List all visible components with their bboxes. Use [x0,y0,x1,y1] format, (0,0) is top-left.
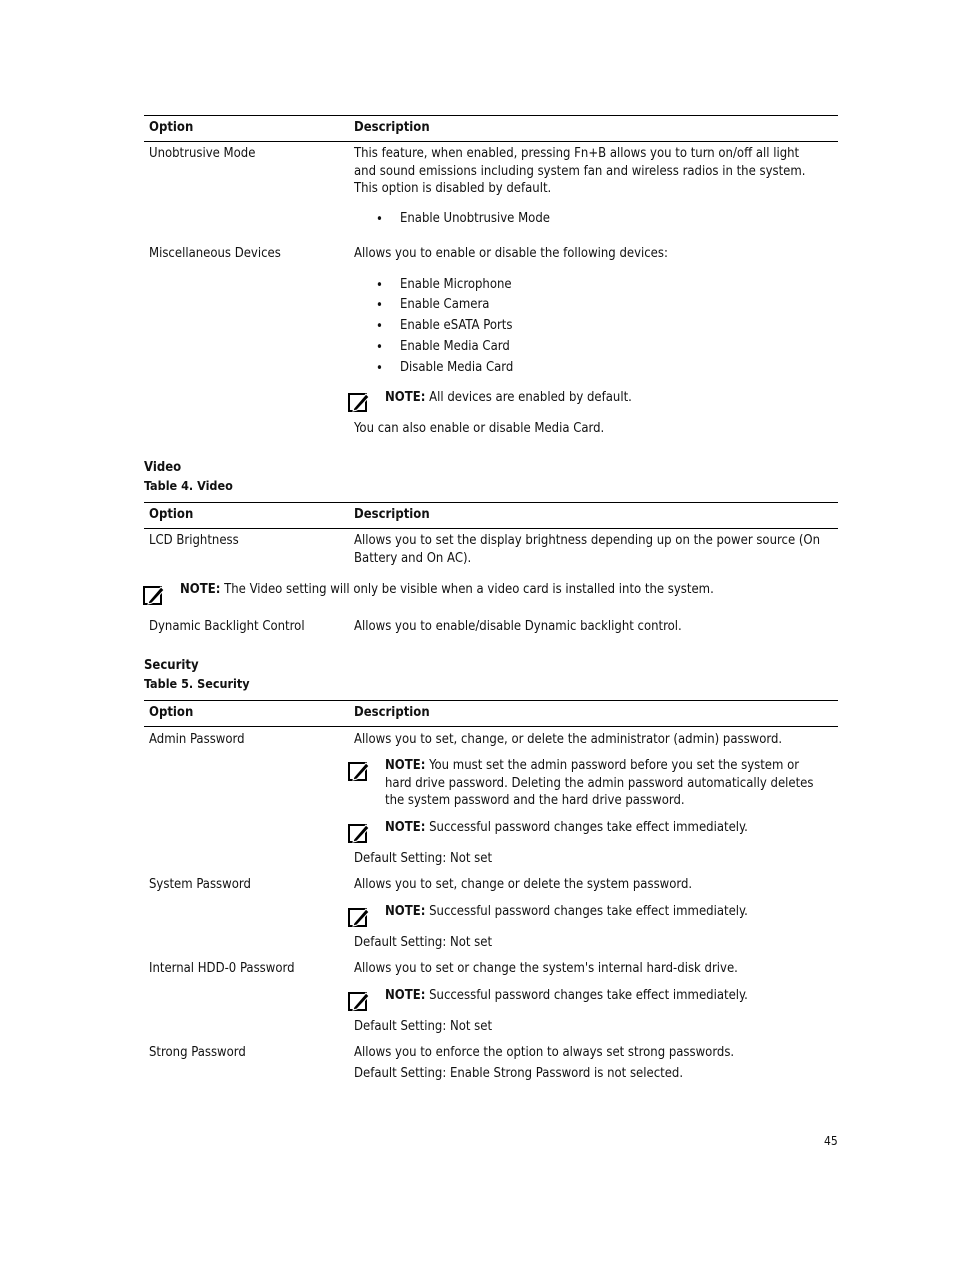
security-heading: Security [144,658,199,673]
note-pencil-icon [348,990,370,1012]
option-lcd-brightness: LCD Brightness [149,533,239,548]
option-hdd-password: Internal HDD-0 Password [149,961,295,976]
bullet-item: Enable Unobtrusive Mode [400,211,550,226]
note-text [385,757,825,810]
description-unobtrusive-mode: This feature, when enabled, pressing Fn+B allows you to turn on/off all light and sound emissions including system fan and wireless radios in the system. This option is disabled by default. [354,146,806,196]
note-pencil-icon [348,822,370,844]
bullet-dot: • [376,212,383,227]
page-number: 45 [824,1134,838,1148]
header-bottom-rule [144,528,838,529]
note-body: Successful password changes take effect immediately. [429,988,748,1003]
option-admin-password: Admin Password [149,732,245,747]
bullet-dot: • [376,340,383,355]
bullet-item: Enable Media Card [400,339,510,354]
bullet-dot: • [376,278,383,293]
table-top-rule [144,115,838,116]
bullet-dot: • [376,319,383,334]
video-heading: Video [144,460,182,475]
option-strong-password: Strong Password [149,1045,246,1060]
note-text [385,389,632,407]
note-text [385,987,748,1005]
bullet-item: Disable Media Card [400,360,514,375]
note-label: NOTE: [385,390,426,405]
note-pencil-icon [143,584,165,606]
default-strong-password: Default Setting: Enable Strong Password is not selected. [354,1066,684,1081]
description-hdd-password: Allows you to set or change the system's internal hard-disk drive. [354,961,738,976]
header-option: Option [149,120,194,135]
description-dynamic-backlight: Allows you to enable/disable Dynamic backlight control. [354,619,682,634]
note-pencil-icon [348,906,370,928]
note-body: The Video setting will only be visible when a video card is installed into the system. [224,582,714,597]
header-description: Description [354,705,430,720]
description-lcd-brightness: Allows you to set the display brightness depending up on the power source (On Battery and On AC). [354,533,821,566]
bullet-item: Enable eSATA Ports [400,318,513,333]
option-misc-devices: Miscellaneous Devices [149,246,281,261]
header-description: Description [354,507,430,522]
note-text [180,581,714,599]
note-label: NOTE: [385,758,426,773]
header-bottom-rule [144,141,838,142]
default-hdd-password: Default Setting: Not set [354,1019,493,1034]
option-system-password: System Password [149,877,251,892]
note-body: Successful password changes take effect immediately. [429,904,748,919]
bullet-item: Enable Microphone [400,277,512,292]
security-caption: Table 5. Security [144,676,250,691]
bullet-dot: • [376,361,383,376]
note-pencil-icon [348,760,370,782]
note-text [385,903,748,921]
bullet-dot: • [376,298,383,313]
table-top-rule [144,700,838,701]
default-system-password: Default Setting: Not set [354,935,493,950]
note-body: All devices are enabled by default. [429,390,632,405]
note-pencil-icon [348,391,370,413]
description-admin-password: Allows you to set, change, or delete the administrator (admin) password. [354,732,783,747]
note-label: NOTE: [385,988,426,1003]
note-text [385,819,748,837]
table-top-rule [144,502,838,503]
header-option: Option [149,705,194,720]
option-unobtrusive-mode: Unobtrusive Mode [149,146,256,161]
header-description: Description [354,120,430,135]
default-admin-password: Default Setting: Not set [354,851,493,866]
header-option: Option [149,507,194,522]
note-label: NOTE: [385,904,426,919]
video-caption: Table 4. Video [144,478,233,493]
option-dynamic-backlight: Dynamic Backlight Control [149,619,305,634]
description-strong-password: Allows you to enforce the option to always set strong passwords. [354,1045,735,1060]
header-bottom-rule [144,726,838,727]
misc-extra-text: You can also enable or disable Media Card. [354,421,605,436]
note-body: Successful password changes take effect immediately. [429,820,748,835]
note-label: NOTE: [180,582,221,597]
note-label: NOTE: [385,820,426,835]
bullet-item: Enable Camera [400,297,490,312]
note-body: You must set the admin password before you set the system or hard drive password. Deleting the admin password automatically deletes the system password and the hard drive password. [385,758,814,808]
description-system-password: Allows you to set, change or delete the system password. [354,877,693,892]
description-misc-devices: Allows you to enable or disable the following devices: [354,246,668,261]
